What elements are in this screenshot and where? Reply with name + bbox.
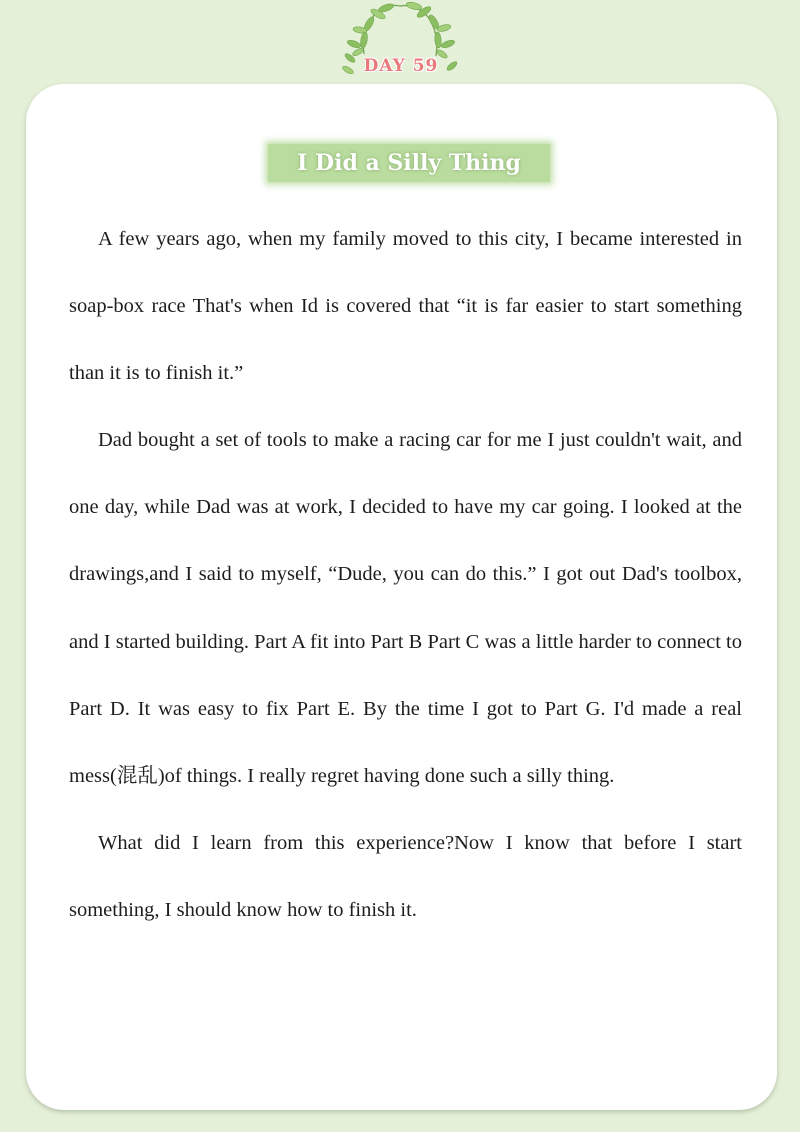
page-title: I Did a Silly Thing	[297, 150, 521, 176]
title-bar	[268, 144, 550, 182]
paragraph: A few years ago, when my family moved to this city, I became interested in soap-box race That's when Id is covered that “it is far easier to start something than it is to finish it.”	[69, 228, 742, 385]
paragraph: Dad bought a set of tools to make a racing car for me I just couldn't wait, and one day, while Dad was at work, I decided to have my car going. I looked at the drawings,and I said to myself, “Dude, you can do this.” I got out Dad's toolbox, and I started building. Part A fit into Part B Part C was a little harder to connect to Part D. It was easy to fix Part E. By the time I got to Part G. I'd made a real mess(混乱)of things. I really regret having done such a silly thing.	[69, 429, 742, 787]
article-body	[69, 206, 742, 944]
day-label: DAY 59	[363, 56, 439, 76]
paragraph: What did I learn from this experience?Now I know that before I start something, I should know how to finish it.	[69, 831, 742, 921]
day-badge	[334, 0, 468, 86]
